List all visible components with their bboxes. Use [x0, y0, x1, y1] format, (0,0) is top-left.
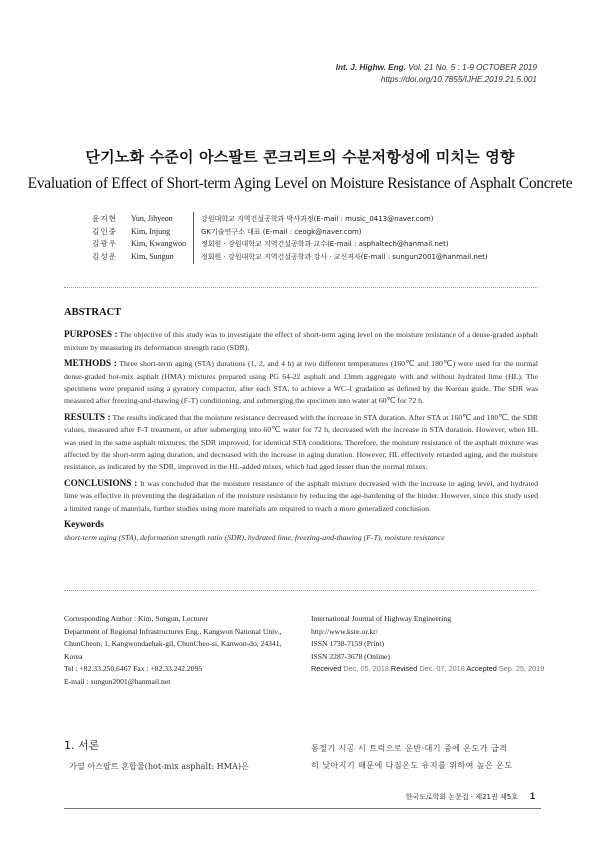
accepted-label: Accepted — [466, 664, 497, 673]
body-text-right — [311, 740, 543, 774]
page-footer — [406, 791, 535, 802]
abstract-results — [64, 411, 538, 474]
purposes-text: The objective of this study was to investigate the effect of short-term aging level on the moisture resistance of a dense-graded asphalt mixture by measuring its deformation strength ratio (SDR). — [64, 330, 538, 352]
author-name-ko: 김인중 — [92, 226, 118, 236]
info-line: International Journal of Highway Engineering — [311, 614, 452, 623]
submission-dates — [311, 663, 546, 676]
received-date: Dec. 05, 2018 — [343, 664, 389, 673]
info-line: ISSN 1738-7159 (Print) — [311, 639, 384, 648]
corr-line: Korea — [64, 651, 83, 661]
author-name-en: Kim, Injung — [131, 226, 171, 236]
abstract-purposes — [64, 328, 538, 354]
abstract-conclusions — [64, 477, 538, 515]
info-line: ISSN 2287-3678 (Online) — [311, 651, 390, 661]
footer-journal: 한국도로학회 논문집 · 제21권 제5호 — [405, 793, 518, 801]
journal-doi[interactable]: https://doi.org/10.7855/IJHE.2019.21.5.001 — [380, 75, 537, 84]
abstract — [64, 307, 538, 544]
body-text-left — [64, 758, 304, 775]
body-left-line: 가열 아스팔트 혼합물(hot-mix asphalt: HMA)은 — [69, 761, 249, 771]
author-name-ko: 김광우 — [92, 239, 118, 249]
results-label: RESULTS : — [64, 411, 111, 422]
accepted-date: Sep. 25, 2019 — [498, 664, 545, 673]
body-right-line: 동절기 시공 시 트럭으로 운반·대기 중에 온도가 급격 — [311, 743, 508, 753]
keywords-text: short-term aging (STA), deformation strength ratio (SDR), hydrated lime, freezing-and-thawing (F-T), moisture resistance — [64, 532, 445, 542]
divider-bottom — [64, 590, 538, 591]
corr-line: Tel : +82.33.250.6467 Fax : +82.33.242.2095 — [64, 664, 203, 673]
results-text: The results indicated that the moisture resistance decreased with the increase in STA duration. After STA at 160℃ and 180℃, the SDR values, measured after F-T treatment, or after submerging into 60℃ water for 72 h, decreased with the increase in STA duration. However, when HL was used in the same asphalt mixtures, the SDR improved, for identical STA conditions. Therefore, the moisture resistance of the asphalt mixture was affected by the short-term aging duration, and decreased with the increase in aging duration. However, HL effectively retarded aging, and the moisture resistance, as indicated by the SDR, improved in the HL-added mixes, which had aged lesser than the normal mixes. — [64, 412, 538, 472]
body-right-line: 히 낮아지기 때문에 다짐온도 유지를 위하여 높은 온도 — [311, 760, 513, 770]
corr-line: Corresponding Author : Kim, Sungun, Lecturer — [64, 614, 209, 623]
corr-email[interactable]: E-mail : sungun2001@hanmail.net — [64, 676, 171, 686]
footer-rule — [64, 808, 541, 809]
journal-url[interactable]: http://www.ksre.or.kr/ — [311, 626, 378, 636]
keywords-heading: Keywords — [64, 519, 104, 530]
journal-header — [336, 62, 537, 86]
abstract-heading: ABSTRACT — [64, 307, 122, 318]
correspondence-block — [64, 613, 304, 688]
purposes-label: PURPOSES : — [64, 329, 118, 340]
divider-top — [64, 287, 538, 288]
methods-label: METHODS : — [64, 358, 117, 369]
journal-issue: Vol. 21 No. 5 : 1-9 OCTOBER 2019 — [408, 63, 537, 72]
author-affiliation: 정회원 · 강원대학교 지역건설공학과 강사 · 교신저자(E-mail : sungun2001@hanmail.net) — [201, 252, 488, 261]
title-korean: 단기노화 수준이 아스팔트 콘크리트의 수분저항성에 미치는 영향 — [85, 148, 515, 166]
title-english: Evaluation of Effect of Short-term Aging Level on Moisture Resistance of Asphalt Concrete — [27, 175, 573, 192]
page-number: 1 — [529, 791, 535, 801]
conclusions-label: CONCLUSIONS : — [64, 477, 138, 488]
journal-name: Int. J. Highw. Eng. — [335, 63, 406, 72]
author-affiliation: GK기술연구소 대표 (E-mail : ceogk@naver.com) — [201, 227, 362, 236]
methods-text: Three short-term aging (STA) durations (1, 2, and 4 h) at two different temperatures (160℃ and 180℃) were used for the normal dense-graded hot-mix asphalt (HMA) mixtures prepared using PG 64-22 asphalt and 13mm aggregate with and without hydrated lime (HL). The specimens were prepared using a gyratory compactor, after each STA, to achieve a WC-1 gradation as defined by the Korean guide. The SDR was measured after freezing-and-thawing (F-T) conditioning, and submerging the specimen into water at 60℃ for 72 h. — [64, 359, 538, 406]
revised-label: Revised — [390, 664, 418, 673]
author-name-ko: 김성운 — [92, 251, 118, 261]
section-title: 1. 서론 — [64, 739, 100, 752]
received-label: Received — [311, 664, 342, 673]
conclusions-text: It was concluded that the moisture resistance of the asphalt mixture decreased with the increase in aging level, and hydrated lime was effective in preventing the degradation of the moisture resistance by reducing the age-hardening of the binder. However, since this study used a limited range of materials, further studies using more materials are required to reach a more generalized conclusion. — [64, 478, 538, 513]
journal-info-block — [311, 613, 546, 676]
abstract-methods — [64, 357, 538, 408]
corr-line: ChunCheon, 1, Kangwondaehak-gil, ChunCheo-si, Kanwon-do, 24341, — [64, 639, 282, 648]
author-name-en: Kim, Sungun — [131, 251, 174, 261]
author-name-ko: 윤지현 — [92, 214, 118, 223]
author-affiliation: 강원대학교 지역건설공학과 박사과정(E-mail : music_0413@naver.com) — [201, 215, 434, 223]
author-affiliation: 정회원 · 강원대학교 지역건설공학과 교수(E-mail : asphaltech@hanmail.net) — [201, 240, 449, 249]
author-name-en: Kim, Kwangwoo — [131, 239, 187, 249]
revised-date: Dec. 07, 2018 — [419, 664, 465, 673]
corr-line: Department of Regional Infrastructures Eng., Kangwon National Univ., — [64, 626, 282, 636]
author-name-en: Yun, Jihyeon — [131, 214, 173, 223]
